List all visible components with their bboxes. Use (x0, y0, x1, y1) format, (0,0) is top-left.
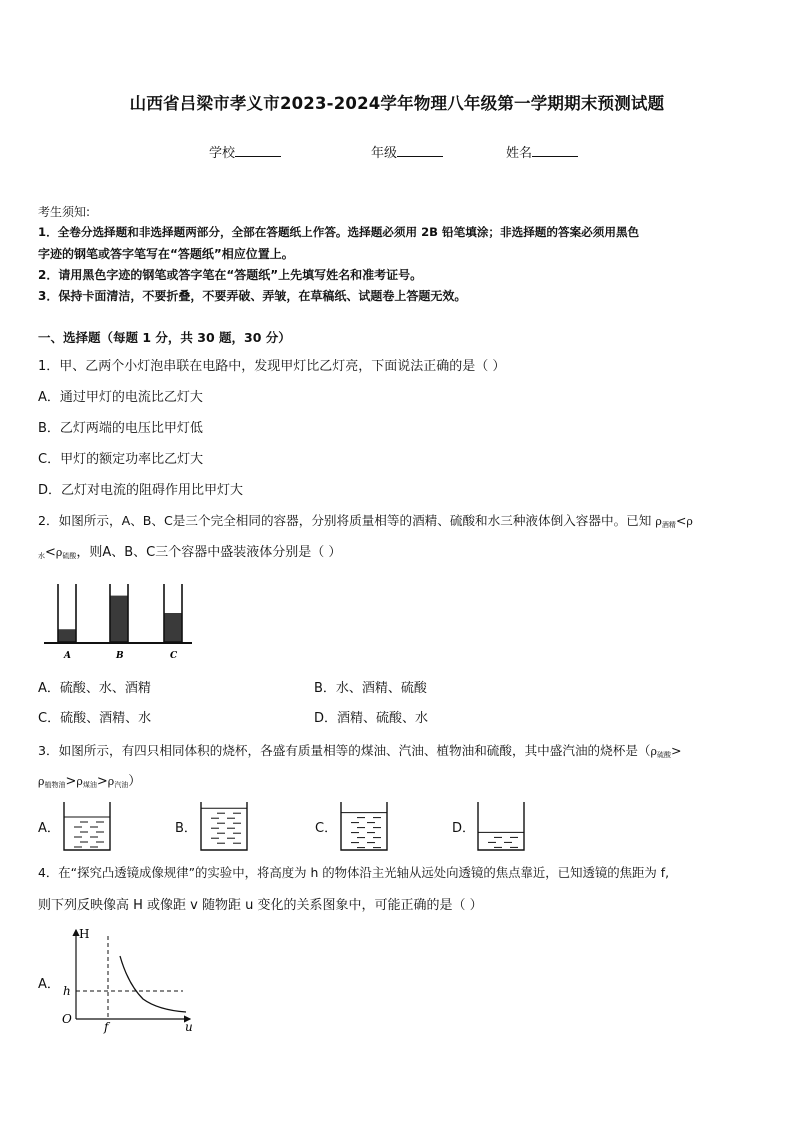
q2-stem-line-1 (38, 510, 693, 530)
q3-beaker-c[interactable] (337, 798, 393, 854)
name-blank[interactable] (532, 143, 578, 157)
grade-field (371, 142, 443, 161)
q3-stem-line-1 (38, 740, 682, 760)
axis-label-h-upper: H (79, 927, 90, 941)
q2-option-b[interactable]: B．水、酒精、硫酸 (314, 681, 427, 696)
q2-container-a (58, 584, 76, 661)
q2-container-b (110, 584, 128, 661)
q3-stem-part-1: 3．如图所示，有四只相同体积的烧杯，各盛有质量相等的煤油、汽油、植物油和硫酸，其中盛汽油的烧杯是（ (38, 743, 651, 758)
q2-liquid-a (58, 629, 76, 642)
grade-label: 年级 (371, 146, 398, 161)
q3-beaker-b[interactable] (197, 798, 253, 854)
rho-symbol: ρ (107, 775, 115, 788)
q3-option-d[interactable]: D． (452, 821, 476, 836)
q1-option-d[interactable]: D．乙灯对电流的阻碍作用比甲灯大 (38, 483, 244, 498)
name-field (506, 142, 578, 161)
q2-container-label-a: A (64, 651, 71, 661)
q4-stem-line-1: 4．在“探究凸透镜成像规律”的实验中，将高度为 h 的物体沿主光轴从远处向透镜的焦点靠近，已知透镜的焦距为 f, (38, 865, 670, 880)
beaker-outline (478, 802, 524, 850)
sub-plant-oil: 植物油 (44, 781, 66, 789)
section-heading: 一、选择题（每题 1 分，共 30 题，30 分） (38, 330, 291, 345)
image-height-curve (120, 956, 186, 1012)
greater-than: > (65, 774, 77, 789)
q3-beaker-d[interactable] (474, 798, 530, 854)
q2-option-c[interactable]: C．硫酸、酒精、水 (38, 711, 152, 726)
q4-option-a[interactable]: A． (38, 977, 60, 992)
q1-option-a[interactable]: A．通过甲灯的电流比乙灯大 (38, 390, 203, 405)
q2-stem-part-1: 2．如图所示，A、B、C是三个完全相同的容器，分别将质量相等的酒精、硫酸和水三种液体倒入容器中。已知 (38, 513, 656, 528)
q2-container-label-c: C (170, 651, 178, 661)
h-label: h (63, 984, 71, 998)
q2-containers-figure (40, 578, 200, 662)
less-than: < (45, 545, 56, 560)
q4-graph-a[interactable] (58, 924, 198, 1036)
beaker-outline (341, 802, 387, 850)
q3-beaker-a[interactable] (60, 798, 116, 854)
q2-liquid-c (164, 613, 182, 642)
sub-alcohol: 酒精 (661, 521, 676, 529)
q2-stem-part-2: ，则A、B、C三个容器中盛装液体分别是（ ） (76, 545, 342, 560)
notice-item-3: 3．保持卡面清洁，不要折叠，不要弄破、弄皱，在草稿纸、试题卷上答题无效。 (38, 289, 467, 303)
sub-water: 水 (38, 552, 45, 560)
less-than: < (675, 513, 687, 528)
q2-stem-line-2 (38, 541, 341, 561)
q2-option-d[interactable]: D．酒精、硫酸、水 (314, 711, 429, 726)
school-field (209, 142, 281, 161)
close-paren: ） (128, 774, 142, 789)
notice-item-1-line-1: 1．全卷分选择题和非选择题两部分，全部在答题纸上作答。选择题必须用 2B 铅笔填涂；非选择题的答案必须用黑色 (38, 225, 640, 239)
q1-option-c[interactable]: C．甲灯的额定功率比乙灯大 (38, 452, 204, 467)
q3-option-a[interactable]: A． (38, 821, 60, 836)
rho-symbol: ρ (38, 775, 45, 788)
greater-than: > (96, 774, 108, 789)
q2-container-label-b: B (116, 651, 124, 661)
name-label: 姓名 (506, 146, 533, 161)
rho-symbol: ρ (686, 515, 693, 528)
q2-liquid-b (110, 596, 128, 642)
page-title: 山西省吕梁市孝义市2023-2024学年物理八年级第一学期期末预测试题 (129, 94, 665, 113)
q1-option-b[interactable]: B．乙灯两端的电压比甲灯低 (38, 421, 203, 436)
sub-acid: 硫酸 (656, 751, 671, 759)
q2-container-c (164, 584, 182, 661)
q2-option-a[interactable]: A．硫酸、水、酒精 (38, 681, 151, 696)
q3-option-b[interactable]: B． (175, 821, 197, 836)
beaker-outline (64, 802, 110, 850)
f-label: f (104, 1020, 109, 1034)
axis-label-u: u (185, 1020, 193, 1034)
school-label: 学校 (209, 146, 236, 161)
rho-symbol: ρ (650, 745, 657, 758)
greater-than: > (670, 743, 682, 758)
sub-gasoline: 汽油 (114, 781, 129, 789)
q3-option-c[interactable]: C． (315, 821, 338, 836)
notice-item-1-line-2: 字迹的钢笔或答字笔写在“答题纸”相应位置上。 (38, 247, 294, 261)
origin-label: O (62, 1012, 72, 1026)
school-blank[interactable] (235, 143, 281, 157)
notice-heading: 考生须知: (38, 205, 91, 219)
rho-symbol: ρ (655, 515, 662, 528)
rho-symbol: ρ (76, 775, 83, 788)
sub-acid: 硫酸 (62, 552, 77, 560)
q1-stem: 1．甲、乙两个小灯泡串联在电路中，发现甲灯比乙灯亮，下面说法正确的是（ ） (38, 359, 506, 374)
sub-kerosene: 煤油 (82, 781, 97, 789)
notice-item-2: 2．请用黑色字迹的钢笔或答字笔在“答题纸”上先填写姓名和准考证号。 (38, 268, 423, 282)
grade-blank[interactable] (397, 143, 443, 157)
q4-stem-line-2: 则下列反映像高 H 或像距 v 随物距 u 变化的关系图象中，可能正确的是（ ） (38, 898, 483, 913)
q3-stem-line-2 (38, 770, 141, 790)
rho-symbol: ρ (55, 546, 63, 559)
